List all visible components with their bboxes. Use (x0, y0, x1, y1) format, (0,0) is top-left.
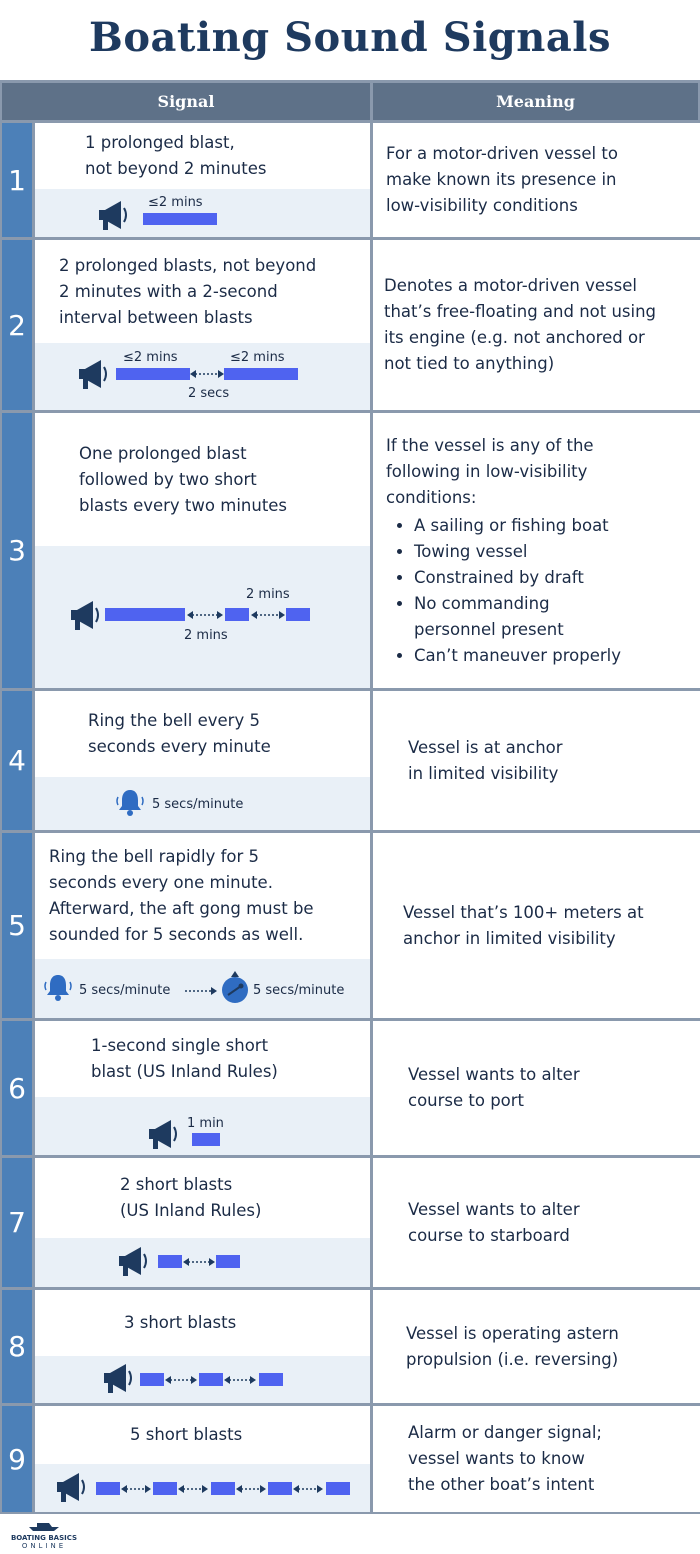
duration-label: 5 secs/minute (79, 983, 171, 998)
row-number: 9 (2, 1406, 32, 1512)
meaning-text: Vessel wants to alter course to port (408, 1065, 580, 1110)
short-blast (216, 1255, 240, 1268)
signal-diagram (35, 1464, 370, 1512)
signal-text: 2 prolonged blasts, not beyond 2 minutes with a 2-second interval between blasts (59, 255, 317, 327)
row-number: 2 (2, 240, 32, 410)
list-item: • Can’t maneuver properly (414, 643, 621, 669)
brand-logo (4, 1520, 84, 1550)
list-item: • Towing vessel (414, 539, 621, 565)
signal-diagram (35, 1238, 370, 1287)
duration-label: ≤2 mins (123, 350, 178, 365)
meaning-text: Alarm or danger signal; vessel wants to know the other boat’s intent (408, 1423, 602, 1494)
prolonged-blast (105, 608, 185, 621)
megaphone-icon (145, 1117, 183, 1151)
megaphone-icon (95, 198, 133, 232)
row-number: 8 (2, 1290, 32, 1403)
short-blast (286, 608, 310, 621)
then-arrow (185, 985, 217, 997)
signal-diagram (35, 343, 370, 410)
meaning-text: Denotes a motor-driven vessel that’s free-floating and not using its engine (e.g. not anchored or not tied to anything) (384, 276, 657, 373)
signal-cell (35, 833, 370, 1018)
interval-arrow (121, 1483, 151, 1495)
signal-text: 3 short blasts (124, 1313, 237, 1332)
signal-cell (35, 1021, 370, 1155)
meaning-cell (373, 1158, 700, 1287)
short-blast (225, 608, 249, 621)
meaning-text: Vessel is at anchor in limited visibility (408, 737, 563, 783)
table-row (0, 1158, 700, 1287)
table-row (0, 1406, 700, 1512)
duration-label: 2 mins (246, 587, 290, 602)
interval-arrow (165, 1374, 197, 1386)
table-row (0, 123, 700, 237)
signal-cell (35, 691, 370, 830)
short-blast (326, 1482, 350, 1495)
signal-diagram (35, 189, 370, 237)
megaphone-icon (100, 1361, 138, 1395)
signals-table (0, 80, 700, 1514)
meaning-cell (373, 1290, 700, 1403)
list-item: • No commanding personnel present (414, 591, 621, 643)
meaning-text: If the vessel is any of the following in low-visibility conditions: (386, 435, 594, 507)
megaphone-icon (75, 357, 113, 391)
interval-arrow (190, 368, 224, 380)
signal-cell (35, 123, 370, 237)
duration-label: 5 secs/minute (152, 797, 244, 812)
table-row (0, 413, 700, 688)
table-row (0, 691, 700, 830)
signal-cell (35, 1406, 370, 1512)
meaning-text: Vessel is operating astern propulsion (i.e. reversing) (406, 1323, 619, 1369)
duration-label: ≤2 mins (230, 350, 285, 365)
short-blast (199, 1373, 223, 1386)
short-blast (211, 1482, 235, 1495)
meaning-cell (373, 240, 700, 410)
megaphone-icon (67, 598, 105, 632)
interval-arrow (251, 609, 285, 621)
duration-label: 2 mins (184, 628, 228, 643)
short-blast (140, 1373, 164, 1386)
interval-arrow (178, 1483, 208, 1495)
short-blast (259, 1373, 283, 1386)
gong-icon (219, 969, 251, 1005)
table-row (0, 833, 700, 1018)
interval-label: 2 secs (188, 386, 230, 401)
page-title: Boating Sound Signals (89, 14, 611, 61)
row-number: 6 (2, 1021, 32, 1155)
signal-cell (35, 1158, 370, 1287)
boat-icon (27, 1520, 61, 1532)
meaning-cell (373, 123, 700, 237)
row-number: 7 (2, 1158, 32, 1287)
row-number: 1 (2, 123, 32, 237)
meaning-text: Vessel wants to alter course to starboard (408, 1199, 580, 1245)
logo-line1: BOATING BASICS (10, 1534, 78, 1542)
signal-text: One prolonged blast followed by two short blasts every two minutes (79, 443, 288, 515)
row-number: 5 (2, 833, 32, 1018)
meaning-cell (373, 833, 700, 1018)
header-meaning: Meaning (373, 83, 698, 120)
signal-text: 1 prolonged blast, not beyond 2 minutes (85, 133, 267, 178)
meaning-text: Vessel that’s 100+ meters at anchor in limited visibility (403, 902, 644, 948)
short-blast (192, 1133, 220, 1146)
signal-text: 5 short blasts (130, 1425, 243, 1444)
signal-diagram (35, 1356, 370, 1403)
table-row (0, 1021, 700, 1155)
interval-arrow (187, 609, 223, 621)
table-row (0, 1290, 700, 1403)
meaning-text: For a motor-driven vessel to make known its presence in low-visibility conditions (386, 144, 618, 215)
signal-cell (35, 240, 370, 410)
prolonged-blast (116, 368, 190, 380)
duration-label: 1 min (187, 1116, 224, 1131)
signal-text: 2 short blasts (US Inland Rules) (120, 1175, 262, 1220)
header-signal: Signal (2, 83, 370, 120)
signal-diagram (35, 777, 370, 830)
megaphone-icon (115, 1244, 153, 1278)
row-number: 4 (2, 691, 32, 830)
signal-diagram (35, 959, 370, 1018)
table-row (0, 240, 700, 410)
meaning-cell (373, 1406, 700, 1512)
meaning-cell (373, 1021, 700, 1155)
short-blast (153, 1482, 177, 1495)
short-blast (158, 1255, 182, 1268)
signal-text: 1-second single short blast (US Inland Rules) (91, 1036, 278, 1081)
interval-arrow (293, 1483, 323, 1495)
short-blast (268, 1482, 292, 1495)
short-blast (96, 1482, 120, 1495)
meaning-cell (373, 413, 700, 688)
bell-icon (115, 787, 145, 817)
logo-line2: ONLINE (21, 1542, 67, 1550)
prolonged-blast (143, 213, 217, 225)
list-item: • A sailing or fishing boat (414, 513, 621, 539)
signal-diagram (35, 1097, 370, 1155)
interval-arrow (224, 1374, 256, 1386)
interval-arrow (236, 1483, 266, 1495)
vessel-type-list (386, 513, 621, 669)
bell-icon (43, 972, 73, 1002)
signal-cell (35, 413, 370, 688)
megaphone-icon (53, 1470, 91, 1504)
signal-text: Ring the bell rapidly for 5 seconds every one minute. Afterward, the aft gong must be sounded for 5 seconds as well. (49, 847, 314, 944)
duration-label: ≤2 mins (148, 195, 203, 210)
duration-label: 5 secs/minute (253, 983, 345, 998)
signal-text: Ring the bell every 5 seconds every minute (88, 711, 271, 756)
interval-arrow (183, 1256, 215, 1268)
prolonged-blast (224, 368, 298, 380)
signal-diagram (35, 546, 370, 688)
row-number: 3 (2, 413, 32, 688)
list-item: • Constrained by draft (414, 565, 621, 591)
meaning-cell (373, 691, 700, 830)
signal-cell (35, 1290, 370, 1403)
